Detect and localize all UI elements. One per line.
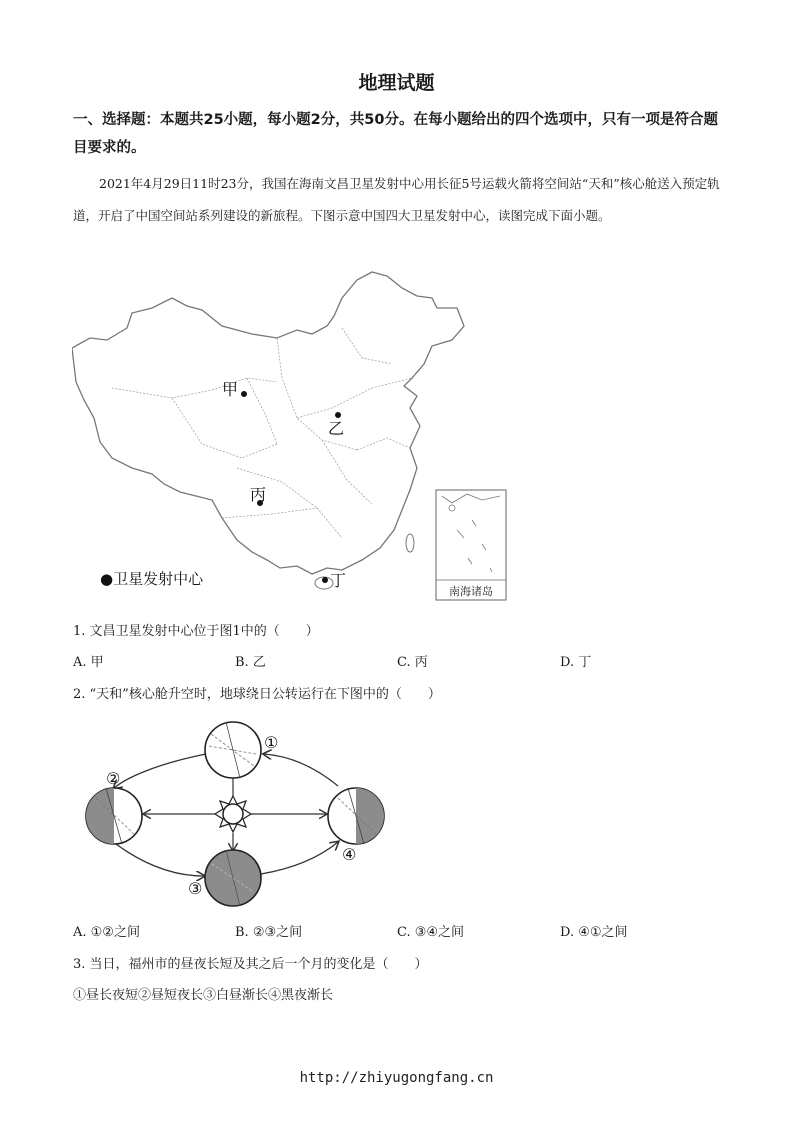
q3-options-line: ①昼长夜短②昼短夜长③白昼渐长④黑夜渐长 (73, 988, 334, 1003)
q1-option-d[interactable]: D. 丁 (560, 655, 592, 670)
china-map-figure (72, 268, 512, 603)
map-legend: ●卫星发射中心 (100, 570, 204, 588)
site-ding-label: 丁 (330, 571, 347, 590)
china-outline (72, 272, 464, 574)
sun-icon (215, 796, 251, 832)
site-yi-label: 乙 (328, 419, 345, 438)
question-1-stem: 1. 文昌卫星发射中心位于图1中的（ ） (73, 624, 319, 639)
earth-1-label: ① (264, 733, 279, 752)
earth-2-label: ② (106, 769, 121, 788)
q2-option-a[interactable]: A. ①②之间 (73, 925, 140, 940)
taiwan-island (406, 534, 414, 552)
earth-3-label: ③ (188, 879, 203, 898)
q2-option-c[interactable]: C. ③④之间 (397, 925, 465, 940)
earth-2 (86, 788, 142, 844)
earth-4-label: ④ (342, 845, 357, 864)
site-jia-label: 甲 (222, 380, 239, 399)
q1-option-a[interactable]: A. 甲 (73, 655, 104, 670)
earth-3 (205, 850, 261, 906)
q1-option-c[interactable]: C. 丙 (397, 655, 428, 670)
question-2-stem: 2. “天和”核心舱升空时，地球绕日公转运行在下图中的（ ） (73, 687, 441, 702)
intro-paragraph: 2021年4月29日11时23分，我国在海南文昌卫星发射中心用长征5号运载火箭将空间站“天和”核心舱送入预定轨道，开启了中国空间站系列建设的新旅程。下图示意中国四大卫星发射中心，读图完成下面小题。 (73, 176, 720, 223)
section-heading: 一、选择题：本题共25小题，每小题2分，共50分。在每小题给出的四个选项中，只有一项是符合题目要求的。 (73, 112, 718, 156)
site-bing-label: 丙 (250, 485, 267, 504)
south-china-sea-inset (436, 490, 506, 600)
earth-orbit-diagram (76, 716, 392, 912)
inset-label: 南海诸岛 (449, 585, 493, 598)
q2-option-b[interactable]: B. ②③之间 (235, 925, 303, 940)
footer-url[interactable]: http://zhiyugongfang.cn (299, 1070, 494, 1086)
earth-4 (328, 788, 384, 844)
question-3-stem: 3. 当日，福州市的昼夜长短及其之后一个月的变化是（ ） (73, 957, 428, 972)
site-yi-dot (335, 412, 341, 418)
site-ding-dot (322, 577, 328, 583)
earth-1 (205, 722, 261, 778)
q1-option-b[interactable]: B. 乙 (235, 655, 266, 670)
page-title: 地理试题 (358, 72, 435, 94)
q2-option-d[interactable]: D. ④①之间 (560, 925, 628, 940)
site-jia-dot (241, 391, 247, 397)
